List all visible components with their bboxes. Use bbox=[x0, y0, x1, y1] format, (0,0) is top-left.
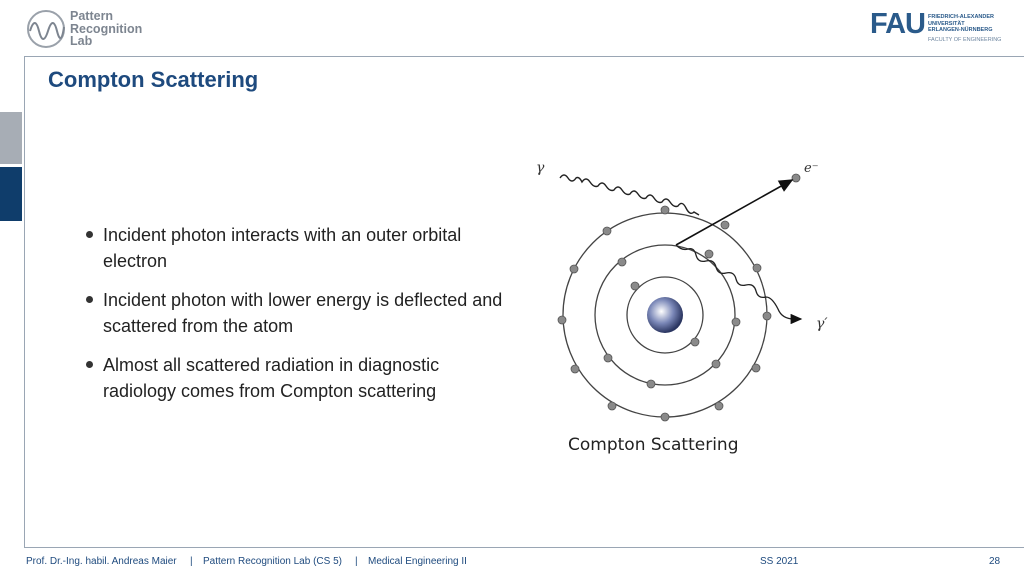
electron bbox=[661, 413, 669, 421]
pattern-recognition-lab-logo-icon bbox=[26, 9, 66, 49]
bullet-item: Almost all scattered radiation in diagnostic radiology comes from Compton scattering bbox=[86, 352, 506, 404]
figure-caption: Compton Scattering bbox=[568, 435, 739, 455]
compton-scattering-diagram bbox=[520, 150, 850, 460]
footer-lab: Pattern Recognition Lab (CS 5) bbox=[203, 556, 342, 567]
footer-term: SS 2021 bbox=[760, 556, 799, 567]
incident-photon-label: γ bbox=[536, 160, 545, 176]
bullet-item: Incident photon interacts with an outer orbital electron bbox=[86, 222, 506, 274]
bullet-list bbox=[86, 222, 506, 417]
footer-separator: | bbox=[355, 556, 358, 567]
electron bbox=[604, 354, 612, 362]
electron bbox=[647, 380, 655, 388]
electron bbox=[691, 338, 699, 346]
fau-line: UNIVERSITÄT bbox=[928, 20, 965, 27]
lab-logo-line: Lab bbox=[70, 34, 93, 48]
electron bbox=[712, 360, 720, 368]
scattered-photon-wave bbox=[676, 245, 801, 319]
footer-page-number: 28 bbox=[989, 556, 1001, 567]
electron bbox=[752, 364, 760, 372]
electron bbox=[570, 265, 578, 273]
electron bbox=[763, 312, 771, 320]
fau-line: ERLANGEN-NÜRNBERG bbox=[928, 27, 993, 33]
lab-logo-text bbox=[70, 10, 142, 48]
electron bbox=[732, 318, 740, 326]
electron bbox=[715, 402, 723, 410]
incident-photon-wave bbox=[560, 175, 699, 215]
electron-ejected bbox=[792, 174, 800, 182]
electron bbox=[571, 365, 579, 373]
electron bbox=[721, 221, 729, 229]
electron bbox=[705, 250, 713, 258]
fau-line: FRIEDRICH-ALEXANDER bbox=[928, 14, 994, 20]
electron bbox=[618, 258, 626, 266]
sidebar-tab-light bbox=[0, 112, 22, 164]
electron bbox=[661, 206, 669, 214]
electron bbox=[753, 264, 761, 272]
scattered-photon-label: γ′ bbox=[816, 316, 828, 332]
footer-separator: | bbox=[190, 556, 193, 567]
lab-logo-line: Recognition bbox=[70, 21, 143, 36]
slide-title: Compton Scattering bbox=[48, 67, 259, 92]
fau-logo-text bbox=[928, 14, 1001, 43]
sidebar-tab-dark bbox=[0, 167, 22, 221]
bullet-item: Incident photon with lower energy is deflected and scattered from the atom bbox=[86, 287, 506, 339]
footer-course: Medical Engineering II bbox=[368, 556, 467, 567]
nucleus bbox=[647, 297, 683, 333]
electron-label: e⁻ bbox=[804, 161, 819, 176]
footer-author: Prof. Dr.-Ing. habil. Andreas Maier bbox=[26, 556, 177, 567]
electron bbox=[631, 282, 639, 290]
lab-logo-line: Pattern bbox=[70, 9, 114, 23]
electron bbox=[608, 402, 616, 410]
electron bbox=[603, 227, 611, 235]
electron bbox=[558, 316, 566, 324]
fau-logo-mark: FAU bbox=[870, 8, 925, 40]
fau-faculty: FACULTY OF ENGINEERING bbox=[928, 36, 1002, 43]
